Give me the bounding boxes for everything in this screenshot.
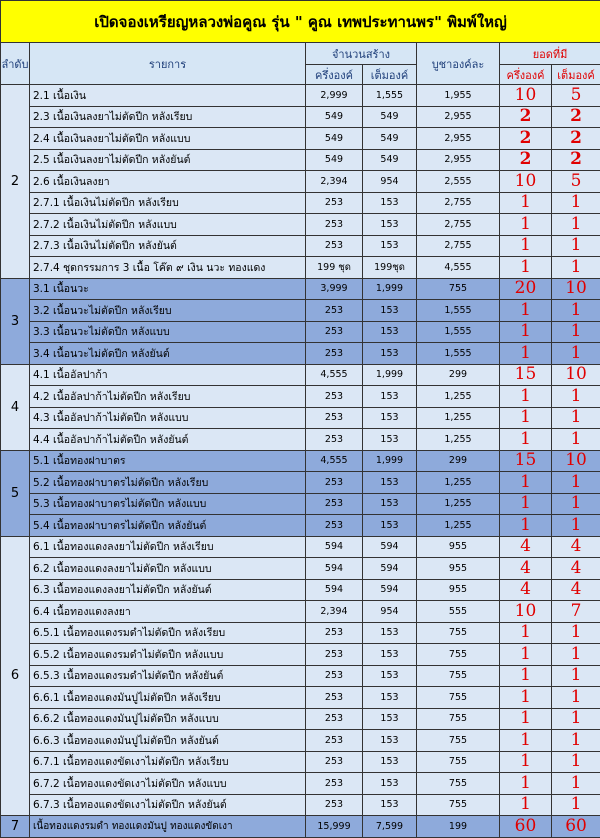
table-body xyxy=(1,85,600,838)
remaining-full: 1 xyxy=(552,300,600,322)
header-created-half: ครึ่งองค์ xyxy=(306,65,363,85)
remaining-half: 1 xyxy=(500,407,552,429)
table-row xyxy=(1,235,600,257)
header-created-full: เต็มองค์ xyxy=(363,65,417,85)
item-name: 6.7.3 เนื้อทองแดงขัดเงาไม่ตัดปีก หลังยันต์ xyxy=(30,794,306,816)
remaining-full: 1 xyxy=(552,687,600,709)
item-name: 4.1 เนื้ออัลปาก้า xyxy=(30,364,306,386)
created-half: 253 xyxy=(306,665,363,687)
item-name: 6.1 เนื้อทองแดงลงยาไม่ตัดปีก หลังเรียบ xyxy=(30,536,306,558)
created-full: 549 xyxy=(363,106,417,128)
price: 2,555 xyxy=(417,171,500,193)
created-half: 253 xyxy=(306,708,363,730)
item-name: 3.3 เนื้อนวะไม่ตัดปีก หลังแบบ xyxy=(30,321,306,343)
table-row xyxy=(1,536,600,558)
price: 1,255 xyxy=(417,429,500,451)
created-full: 153 xyxy=(363,343,417,365)
created-full: 1,999 xyxy=(363,450,417,472)
remaining-half: 4 xyxy=(500,536,552,558)
remaining-half: 1 xyxy=(500,472,552,494)
created-half: 253 xyxy=(306,622,363,644)
created-half: 2,394 xyxy=(306,171,363,193)
table-row xyxy=(1,579,600,601)
created-half: 594 xyxy=(306,558,363,580)
price: 199 xyxy=(417,816,500,838)
created-full: 153 xyxy=(363,235,417,257)
item-name: 6.6.2 เนื้อทองแดงมันปูไม่ตัดปีก หลังแบบ xyxy=(30,708,306,730)
price: 755 xyxy=(417,687,500,709)
created-full: 594 xyxy=(363,579,417,601)
remaining-half: 10 xyxy=(500,85,552,107)
remaining-half: 1 xyxy=(500,687,552,709)
table-row xyxy=(1,171,600,193)
created-full: 199ชุด xyxy=(363,257,417,279)
created-full: 594 xyxy=(363,558,417,580)
created-half: 199 ชุด xyxy=(306,257,363,279)
price: 1,255 xyxy=(417,493,500,515)
remaining-full: 1 xyxy=(552,472,600,494)
created-half: 253 xyxy=(306,407,363,429)
remaining-full: 1 xyxy=(552,794,600,816)
remaining-half: 1 xyxy=(500,300,552,322)
remaining-full: 1 xyxy=(552,386,600,408)
created-half: 549 xyxy=(306,149,363,171)
table-row xyxy=(1,751,600,773)
group-number: 5 xyxy=(1,450,30,536)
header-remaining: ยอดที่มี xyxy=(500,43,600,65)
price: 755 xyxy=(417,794,500,816)
table-row xyxy=(1,687,600,709)
table-row xyxy=(1,515,600,537)
price: 755 xyxy=(417,730,500,752)
created-half: 15,999 xyxy=(306,816,363,838)
table-row xyxy=(1,407,600,429)
remaining-half: 1 xyxy=(500,794,552,816)
created-full: 954 xyxy=(363,601,417,623)
table-row xyxy=(1,794,600,816)
remaining-full: 2 xyxy=(552,128,600,150)
header-remaining-full: เต็มองค์ xyxy=(552,65,600,85)
item-name: 6.6.3 เนื้อทองแดงมันปูไม่ตัดปีก หลังยันต์ xyxy=(30,730,306,752)
remaining-full: 1 xyxy=(552,257,600,279)
price: 955 xyxy=(417,579,500,601)
remaining-full: 1 xyxy=(552,515,600,537)
created-half: 549 xyxy=(306,106,363,128)
remaining-half: 1 xyxy=(500,235,552,257)
table-row xyxy=(1,450,600,472)
remaining-half: 1 xyxy=(500,730,552,752)
item-name: 5.1 เนื้อทองฝาบาตร xyxy=(30,450,306,472)
item-name: 2.7.1 เนื้อเงินไม่ตัดปีก หลังเรียบ xyxy=(30,192,306,214)
price: 299 xyxy=(417,450,500,472)
remaining-full: 1 xyxy=(552,644,600,666)
created-half: 253 xyxy=(306,773,363,795)
group-number: 6 xyxy=(1,536,30,816)
remaining-full: 1 xyxy=(552,622,600,644)
remaining-full: 1 xyxy=(552,192,600,214)
created-full: 153 xyxy=(363,493,417,515)
remaining-half: 15 xyxy=(500,450,552,472)
remaining-full: 1 xyxy=(552,343,600,365)
created-half: 253 xyxy=(306,214,363,236)
table-row xyxy=(1,558,600,580)
created-full: 153 xyxy=(363,192,417,214)
created-half: 253 xyxy=(306,429,363,451)
created-half: 253 xyxy=(306,493,363,515)
item-name: 6.5.1 เนื้อทองแดงรมดำไม่ตัดปีก หลังเรียบ xyxy=(30,622,306,644)
item-name: 5.3 เนื้อทองฝาบาตรไม่ตัดปีก หลังแบบ xyxy=(30,493,306,515)
remaining-half: 4 xyxy=(500,579,552,601)
created-half: 2,999 xyxy=(306,85,363,107)
remaining-half: 4 xyxy=(500,558,552,580)
table-row xyxy=(1,386,600,408)
table-row xyxy=(1,149,600,171)
table-row xyxy=(1,214,600,236)
created-full: 153 xyxy=(363,665,417,687)
price: 555 xyxy=(417,601,500,623)
item-name: 6.7.1 เนื้อทองแดงขัดเงาไม่ตัดปีก หลังเรียบ xyxy=(30,751,306,773)
item-name: 4.4 เนื้ออัลปาก้าไม่ตัดปีก หลังยันต์ xyxy=(30,429,306,451)
table-row xyxy=(1,622,600,644)
remaining-full: 10 xyxy=(552,278,600,300)
table-row xyxy=(1,730,600,752)
created-full: 153 xyxy=(363,708,417,730)
remaining-full: 1 xyxy=(552,751,600,773)
table-row xyxy=(1,321,600,343)
table-row xyxy=(1,343,600,365)
created-full: 153 xyxy=(363,321,417,343)
remaining-half: 10 xyxy=(500,601,552,623)
table-row xyxy=(1,257,600,279)
price: 2,755 xyxy=(417,192,500,214)
item-name: 5.2 เนื้อทองฝาบาตรไม่ตัดปีก หลังเรียบ xyxy=(30,472,306,494)
created-full: 153 xyxy=(363,794,417,816)
price: 755 xyxy=(417,708,500,730)
created-full: 153 xyxy=(363,300,417,322)
item-name: 6.7.2 เนื้อทองแดงขัดเงาไม่ตัดปีก หลังแบบ xyxy=(30,773,306,795)
header-order: ลำดับ xyxy=(1,43,30,85)
group-number: 4 xyxy=(1,364,30,450)
created-full: 1,999 xyxy=(363,278,417,300)
created-half: 253 xyxy=(306,794,363,816)
created-half: 594 xyxy=(306,536,363,558)
table-row xyxy=(1,429,600,451)
created-full: 153 xyxy=(363,644,417,666)
table-row xyxy=(1,601,600,623)
remaining-half: 1 xyxy=(500,386,552,408)
remaining-full: 4 xyxy=(552,558,600,580)
item-name: 2.7.2 เนื้อเงินไม่ตัดปีก หลังแบบ xyxy=(30,214,306,236)
item-name: 6.2 เนื้อทองแดงลงยาไม่ตัดปีก หลังแบบ xyxy=(30,558,306,580)
price: 4,555 xyxy=(417,257,500,279)
remaining-half: 10 xyxy=(500,171,552,193)
table-row xyxy=(1,300,600,322)
remaining-half: 1 xyxy=(500,751,552,773)
remaining-full: 10 xyxy=(552,364,600,386)
remaining-half: 15 xyxy=(500,364,552,386)
remaining-full: 1 xyxy=(552,429,600,451)
remaining-full: 2 xyxy=(552,106,600,128)
created-half: 253 xyxy=(306,751,363,773)
created-full: 549 xyxy=(363,128,417,150)
page-title: เปิดจองเหรียญหลวงพ่อคูณ รุ่น " คูณ เทพประทานพร" พิมพ์ใหญ่ xyxy=(1,1,600,43)
price: 755 xyxy=(417,278,500,300)
created-full: 7,599 xyxy=(363,816,417,838)
created-full: 153 xyxy=(363,407,417,429)
item-name: 4.2 เนื้ออัลปาก้าไม่ตัดปีก หลังเรียบ xyxy=(30,386,306,408)
header-created: จำนวนสร้าง xyxy=(306,43,417,65)
remaining-half: 1 xyxy=(500,343,552,365)
price: 755 xyxy=(417,751,500,773)
price: 1,255 xyxy=(417,472,500,494)
table-row xyxy=(1,665,600,687)
item-name: 2.4 เนื้อเงินลงยาไม่ตัดปีก หลังแบบ xyxy=(30,128,306,150)
group-number: 3 xyxy=(1,278,30,364)
header-remaining-half: ครึ่งองค์ xyxy=(500,65,552,85)
item-name: 2.3 เนื้อเงินลงยาไม่ตัดปีก หลังเรียบ xyxy=(30,106,306,128)
item-name: 3.4 เนื้อนวะไม่ตัดปีก หลังยันต์ xyxy=(30,343,306,365)
price: 955 xyxy=(417,536,500,558)
table-row xyxy=(1,85,600,107)
remaining-full: 5 xyxy=(552,85,600,107)
remaining-half: 1 xyxy=(500,214,552,236)
remaining-half: 1 xyxy=(500,429,552,451)
table-row xyxy=(1,472,600,494)
price: 1,955 xyxy=(417,85,500,107)
remaining-half: 1 xyxy=(500,622,552,644)
group-number: 2 xyxy=(1,85,30,279)
item-name: 6.5.2 เนื้อทองแดงรมดำไม่ตัดปีก หลังแบบ xyxy=(30,644,306,666)
price: 2,955 xyxy=(417,128,500,150)
remaining-half: 1 xyxy=(500,665,552,687)
item-name: 2.1 เนื้อเงิน xyxy=(30,85,306,107)
price: 1,555 xyxy=(417,343,500,365)
price: 1,255 xyxy=(417,386,500,408)
item-name: 2.7.3 เนื้อเงินไม่ตัดปีก หลังยันต์ xyxy=(30,235,306,257)
remaining-half: 1 xyxy=(500,192,552,214)
price: 755 xyxy=(417,644,500,666)
created-half: 253 xyxy=(306,386,363,408)
remaining-full: 1 xyxy=(552,773,600,795)
created-half: 253 xyxy=(306,644,363,666)
remaining-half: 1 xyxy=(500,321,552,343)
remaining-full: 1 xyxy=(552,214,600,236)
price: 2,755 xyxy=(417,214,500,236)
remaining-half: 1 xyxy=(500,493,552,515)
created-full: 1,555 xyxy=(363,85,417,107)
created-full: 153 xyxy=(363,730,417,752)
price: 2,955 xyxy=(417,106,500,128)
created-full: 1,999 xyxy=(363,364,417,386)
created-half: 549 xyxy=(306,128,363,150)
item-name: เนื้อทองแดงรมดำ ทองแดงมันปู ทองแดงขัดเงา xyxy=(30,816,306,838)
created-full: 153 xyxy=(363,773,417,795)
remaining-half: 2 xyxy=(500,149,552,171)
remaining-full: 60 xyxy=(552,816,600,838)
item-name: 6.4 เนื้อทองแดงลงยา xyxy=(30,601,306,623)
created-half: 2,394 xyxy=(306,601,363,623)
item-name: 6.3 เนื้อทองแดงลงยาไม่ตัดปีก หลังยันต์ xyxy=(30,579,306,601)
remaining-half: 1 xyxy=(500,708,552,730)
item-name: 3.1 เนื้อนวะ xyxy=(30,278,306,300)
created-full: 153 xyxy=(363,687,417,709)
price: 1,555 xyxy=(417,300,500,322)
price: 1,555 xyxy=(417,321,500,343)
created-half: 4,555 xyxy=(306,364,363,386)
remaining-half: 1 xyxy=(500,515,552,537)
item-name: 2.6 เนื้อเงินลงยา xyxy=(30,171,306,193)
item-name: 3.2 เนื้อนวะไม่ตัดปีก หลังเรียบ xyxy=(30,300,306,322)
remaining-half: 1 xyxy=(500,257,552,279)
created-half: 3,999 xyxy=(306,278,363,300)
remaining-full: 1 xyxy=(552,730,600,752)
remaining-full: 1 xyxy=(552,235,600,257)
table-row xyxy=(1,106,600,128)
price: 755 xyxy=(417,773,500,795)
created-full: 153 xyxy=(363,214,417,236)
remaining-half: 2 xyxy=(500,128,552,150)
remaining-full: 1 xyxy=(552,708,600,730)
table-row xyxy=(1,128,600,150)
created-full: 153 xyxy=(363,386,417,408)
created-half: 253 xyxy=(306,235,363,257)
price: 2,755 xyxy=(417,235,500,257)
remaining-full: 2 xyxy=(552,149,600,171)
created-full: 153 xyxy=(363,515,417,537)
remaining-full: 4 xyxy=(552,579,600,601)
remaining-half: 1 xyxy=(500,644,552,666)
table-row xyxy=(1,708,600,730)
table-row xyxy=(1,773,600,795)
created-half: 253 xyxy=(306,192,363,214)
remaining-full: 1 xyxy=(552,493,600,515)
group-number: 7 xyxy=(1,816,30,838)
created-half: 253 xyxy=(306,343,363,365)
remaining-full: 1 xyxy=(552,321,600,343)
item-name: 4.3 เนื้ออัลปาก้าไม่ตัดปีก หลังแบบ xyxy=(30,407,306,429)
price: 1,255 xyxy=(417,515,500,537)
created-full: 594 xyxy=(363,536,417,558)
remaining-full: 1 xyxy=(552,407,600,429)
header-price: บูชาองค์ละ xyxy=(417,43,500,85)
remaining-half: 60 xyxy=(500,816,552,838)
remaining-full: 7 xyxy=(552,601,600,623)
created-half: 4,555 xyxy=(306,450,363,472)
table-row xyxy=(1,192,600,214)
remaining-full: 1 xyxy=(552,665,600,687)
price: 955 xyxy=(417,558,500,580)
price: 2,955 xyxy=(417,149,500,171)
remaining-full: 4 xyxy=(552,536,600,558)
table-row xyxy=(1,364,600,386)
remaining-half: 20 xyxy=(500,278,552,300)
header-items: รายการ xyxy=(30,43,306,85)
item-name: 6.5.3 เนื้อทองแดงรมดำไม่ตัดปีก หลังยันต์ xyxy=(30,665,306,687)
created-half: 253 xyxy=(306,472,363,494)
created-full: 954 xyxy=(363,171,417,193)
item-name: 2.7.4 ชุดกรรมการ 3 เนื้อ โค๊ต ๙ เงิน นวะ ทองแดง xyxy=(30,257,306,279)
price: 755 xyxy=(417,665,500,687)
created-full: 153 xyxy=(363,472,417,494)
created-half: 253 xyxy=(306,300,363,322)
price: 1,255 xyxy=(417,407,500,429)
created-full: 549 xyxy=(363,149,417,171)
created-full: 153 xyxy=(363,429,417,451)
item-name: 6.6.1 เนื้อทองแดงมันปูไม่ตัดปีก หลังเรียบ xyxy=(30,687,306,709)
price: 299 xyxy=(417,364,500,386)
created-half: 594 xyxy=(306,579,363,601)
table-row xyxy=(1,493,600,515)
item-name: 5.4 เนื้อทองฝาบาตรไม่ตัดปีก หลังยันต์ xyxy=(30,515,306,537)
remaining-full: 5 xyxy=(552,171,600,193)
created-half: 253 xyxy=(306,730,363,752)
table-row xyxy=(1,278,600,300)
remaining-half: 1 xyxy=(500,773,552,795)
remaining-half: 2 xyxy=(500,106,552,128)
created-full: 153 xyxy=(363,622,417,644)
created-half: 253 xyxy=(306,321,363,343)
item-name: 2.5 เนื้อเงินลงยาไม่ตัดปีก หลังยันต์ xyxy=(30,149,306,171)
remaining-full: 10 xyxy=(552,450,600,472)
table-row xyxy=(1,816,600,838)
created-half: 253 xyxy=(306,515,363,537)
table-row xyxy=(1,644,600,666)
created-full: 153 xyxy=(363,751,417,773)
price: 755 xyxy=(417,622,500,644)
created-half: 253 xyxy=(306,687,363,709)
